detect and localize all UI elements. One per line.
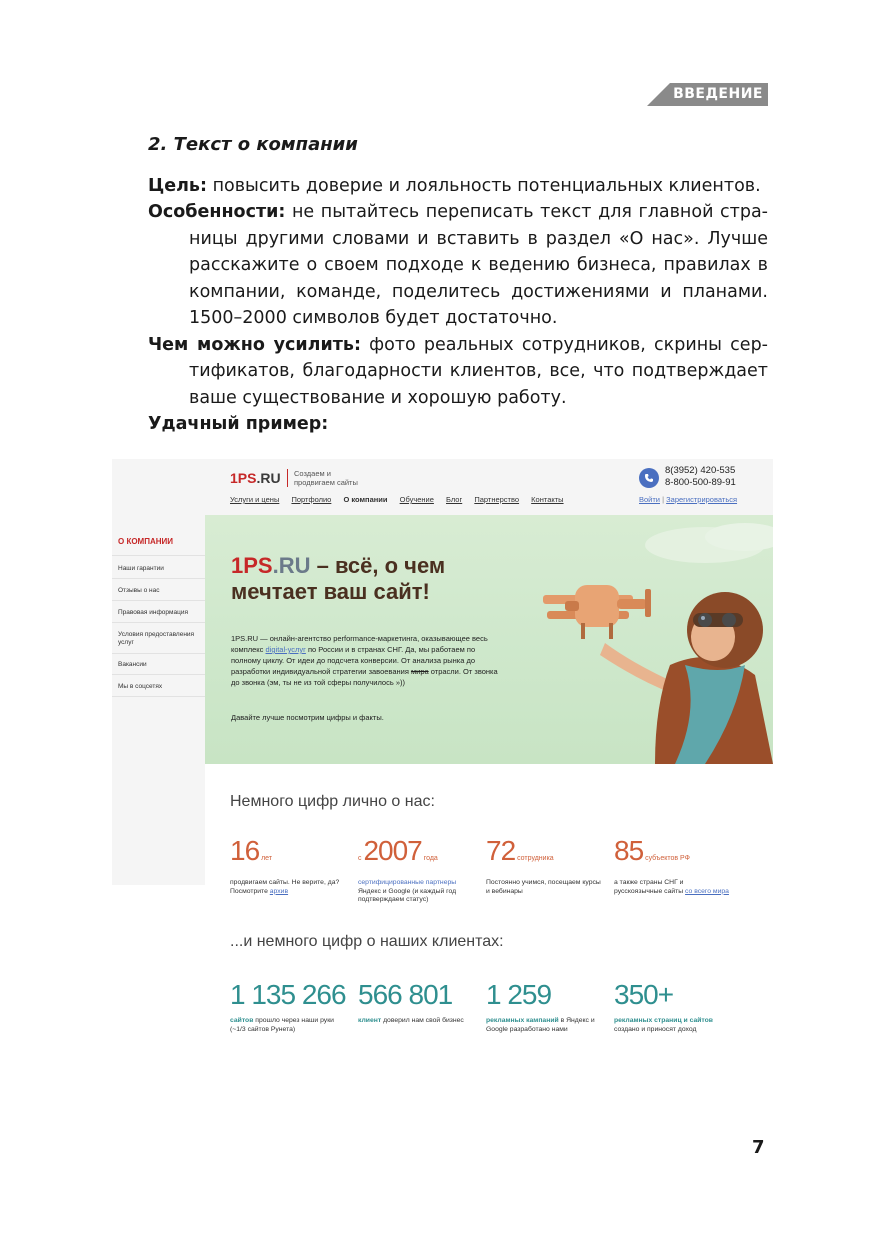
login-link[interactable]: Войти (639, 495, 660, 504)
client-stat-number: 566 801 (358, 979, 453, 1010)
enhance-paragraph (148, 332, 768, 412)
sidebar-divider (112, 622, 205, 623)
client-stat-bold: клиент (358, 1017, 382, 1024)
client-stat-bold: рекламных кампаний (486, 1017, 559, 1024)
site-logo[interactable] (230, 470, 281, 486)
client-stat-clients (358, 979, 476, 1026)
site-tagline (294, 469, 384, 487)
goal-text: повысить доверие и лояльность потенциальных клиентов. (207, 175, 761, 196)
page-body (148, 132, 768, 438)
logo-divider (287, 469, 288, 487)
nav-services[interactable]: Услуги и цены (230, 495, 280, 504)
phone-number[interactable]: 8-800-500-89-91 (665, 477, 736, 488)
client-stat-desc: прошло через наши руки (~1/3 сайтов Рунета) (230, 1017, 334, 1033)
client-stat-number: 1 135 266 (230, 979, 346, 1010)
hero-title-red: 1PS (231, 553, 273, 578)
toy-plane-icon (543, 585, 651, 639)
archive-link[interactable]: архив (269, 887, 289, 895)
hero-text-part: по России и в странах СНГ. Да, мы работаем по полному циклу. От идеи до подсчета конверсии. От анализа рынка до разработки индивидуальной стратегии завоевания (231, 645, 476, 676)
stat-number: 85 (614, 835, 644, 866)
hero-title-line2: мечтает ваш сайт! (231, 579, 430, 604)
phone-icon (639, 468, 659, 488)
client-stat-bold: рекламных страниц и сайтов (614, 1017, 713, 1024)
stat-unit: субъектов РФ (643, 855, 690, 862)
hero-title-rest: – всё, о чем (310, 553, 446, 578)
goal-label: Цель: (148, 175, 207, 196)
features-line: компании, команде, поделитесь достижениями и планами. (189, 281, 768, 302)
hero-title-gray: .RU (272, 553, 311, 578)
client-stat-sites (230, 979, 348, 1034)
stats-title: Немного цифр лично о нас: (230, 793, 435, 810)
client-stat-pages (614, 979, 732, 1034)
sidebar-divider (112, 674, 205, 675)
stat-years (230, 835, 348, 896)
nav-about[interactable]: О компании (343, 495, 388, 504)
features-paragraph (148, 199, 768, 332)
phone-glyph-icon (644, 473, 654, 483)
phone-number[interactable]: 8(3952) 420-535 (665, 465, 736, 476)
nav-training[interactable]: Обучение (399, 495, 434, 504)
tagline-line: продвигаем сайты (294, 478, 358, 487)
stat-number: 2007 (363, 835, 422, 866)
features-first-line (148, 199, 768, 226)
goal-paragraph (148, 173, 768, 200)
nav-blog[interactable]: Блог (446, 495, 463, 504)
sidebar-item-reviews[interactable]: Отзывы о нас (118, 587, 160, 594)
hero-text-part: отрасли. От звонка до звонка (эм, ты не из той сферы получилось »)) (231, 667, 498, 687)
features-line: ницы другими словами и вставить в раздел «О нас». Лучше (189, 228, 768, 249)
digital-services-link[interactable]: digital-услуг (265, 645, 306, 654)
tagline-line: Создаем и (294, 469, 331, 478)
sidebar-item-guarantees[interactable]: Наши гарантии (118, 565, 164, 572)
register-link[interactable]: Зарегистрироваться (666, 495, 738, 504)
hero-text (231, 633, 506, 688)
sidebar-item-vacancies[interactable]: Вакансии (118, 661, 147, 668)
stat-desc: а также страны СНГ и русскоязычные сайты (614, 879, 686, 895)
sidebar-item-terms[interactable]: Условия предоставления услуг (118, 631, 195, 646)
stat-prefix: с (358, 855, 364, 862)
enhance-text: фото реальных сотрудников, скрины сер- (360, 334, 768, 355)
certified-partners-text: сертифицированные партнеры (358, 879, 457, 886)
sidebar-divider (112, 555, 205, 556)
client-stat-number: 1 259 (486, 979, 552, 1010)
client-stat-campaigns (486, 979, 604, 1034)
hero-title (231, 553, 445, 605)
sidebar-divider (112, 600, 205, 601)
stat-unit: года (421, 855, 438, 862)
site-header (112, 459, 773, 515)
stat-desc: продвигаем сайты. Не верите, да? Посмотрите (230, 879, 340, 895)
features-text: не пытайтесь переписать текст для главной стра- (285, 202, 768, 222)
site-nav (230, 495, 574, 504)
section-title: 2. Текст о компании (148, 134, 358, 155)
features-line: 1500–2000 символов будет достаточно. (189, 308, 558, 328)
auth-separator: | (660, 495, 667, 504)
sidebar-item-legal[interactable]: Правовая информация (118, 609, 188, 616)
stat-number: 16 (230, 835, 260, 866)
website-screenshot (112, 459, 773, 1049)
enhance-line: ваше существование и хорошую работу. (189, 387, 567, 408)
stat-number: 72 (486, 835, 516, 866)
enhance-label: Чем можно усилить: (148, 334, 361, 355)
aviator-child-illustration (505, 515, 773, 764)
hero-text-part: 1PS.RU — онлайн-агентство performance-маркетинга, оказывающее весь комплекс (231, 634, 488, 654)
enhance-first-line (148, 332, 768, 359)
client-stat-number: 350+ (614, 979, 674, 1010)
features-label: Особенности: (148, 202, 286, 222)
stat-unit: сотрудника (515, 855, 554, 862)
hero-cta-text: Давайте лучше посмотрим цифры и факты. (231, 713, 384, 722)
sidebar-divider (112, 653, 205, 654)
stat-regions (614, 835, 732, 896)
hero-banner (205, 515, 773, 764)
stat-desc: Постоянно учимся, посещаем курсы и вебинары (486, 879, 601, 895)
nav-portfolio[interactable]: Портфолио (291, 495, 332, 504)
nav-contacts[interactable]: Контакты (531, 495, 564, 504)
sidebar-divider (112, 578, 205, 579)
stat-unit: лет (259, 855, 273, 862)
features-line: расскажите о своем подходе к ведению бизнеса, правилах в (189, 255, 768, 275)
sidebar-title[interactable]: О КОМПАНИИ (118, 537, 174, 546)
worldwide-link[interactable]: со всего мира (685, 887, 729, 895)
client-stat-bold: сайтов (230, 1017, 254, 1024)
client-stat-desc: в Яндекс и Google разработано нами (486, 1017, 595, 1033)
site-phones (665, 465, 736, 489)
example-label: Удачный пример: (148, 414, 329, 434)
client-stat-desc: доверил нам свой бизнес (381, 1017, 464, 1024)
page-number: 7 (752, 1137, 765, 1158)
chapter-tab (647, 83, 768, 106)
site-sidebar (112, 515, 205, 885)
stat-employees (486, 835, 604, 896)
hero-text-strike: мира (410, 667, 429, 676)
site-auth (639, 495, 737, 504)
clients-title: ...и немного цифр о наших клиентах: (230, 933, 504, 950)
sidebar-item-social[interactable]: Мы в соцсетях (118, 683, 163, 690)
stat-desc: Яндекс и Google (и каждый год подтверждаем статус) (358, 887, 457, 903)
client-stat-desc: создано и приносят доход (614, 1025, 697, 1033)
logo-part-gray: .RU (256, 470, 281, 486)
enhance-line: тификатов, благодарности клиентов, все, что подтверждает (189, 361, 768, 381)
sidebar-divider (112, 696, 205, 697)
chapter-tab-label: ВВЕДЕНИЕ (673, 86, 763, 102)
logo-part-red: 1PS (230, 470, 257, 486)
stat-since (358, 835, 476, 905)
nav-partnership[interactable]: Партнерство (474, 495, 520, 504)
